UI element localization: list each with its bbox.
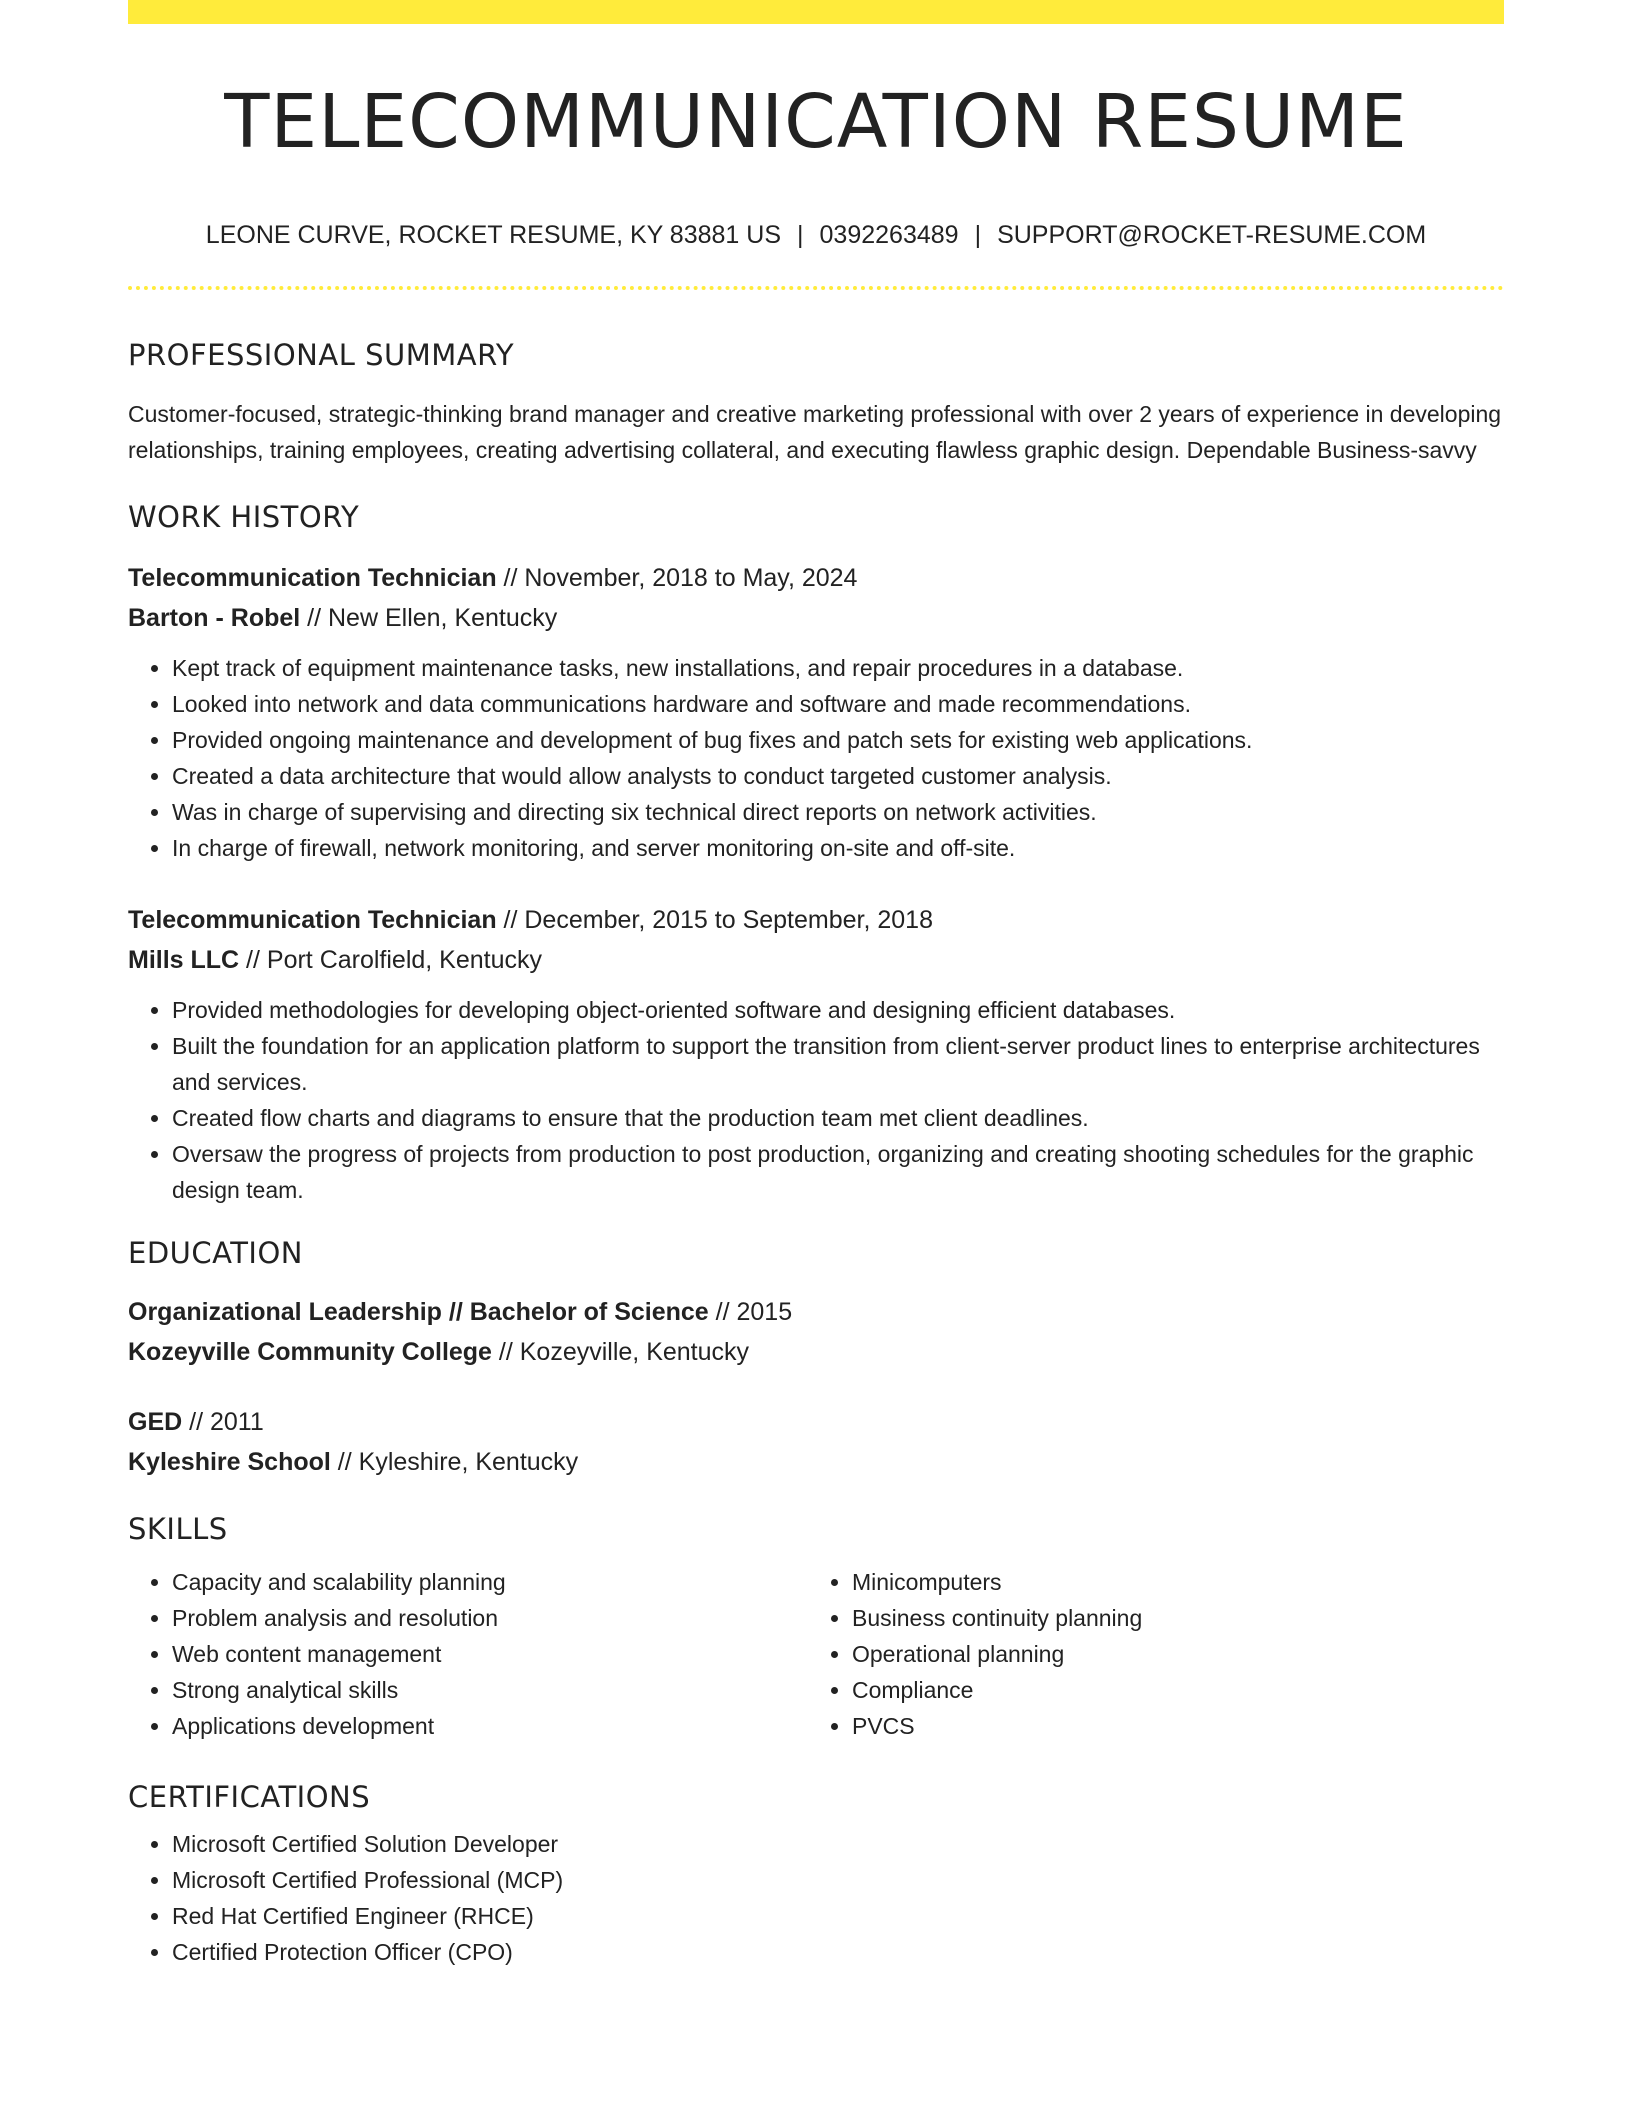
certification-item: • Microsoft Certified Solution Developer [172, 1826, 1504, 1862]
job-location: // Port Carolfield, Kentucky [239, 946, 543, 975]
skill-item: • Capacity and scalability planning [172, 1564, 808, 1600]
education-degree-line [128, 1292, 1504, 1332]
job-bullet: • In charge of firewall, network monitoring, and server monitoring on-site and off-site. [172, 830, 1504, 866]
skill-item: • Web content management [172, 1636, 808, 1672]
skill-item: • PVCS [852, 1708, 1488, 1744]
job-location: // New Ellen, Kentucky [300, 604, 558, 633]
job-dates: // December, 2015 to September, 2018 [496, 906, 933, 935]
job-bullet: • Provided ongoing maintenance and development of bug fixes and patch sets for existing web applications. [172, 722, 1504, 758]
job-title-line [128, 900, 1504, 940]
certifications-heading: CERTIFICATIONS [128, 1780, 371, 1815]
education-year: // 2011 [182, 1408, 264, 1437]
skill-item: • Strong analytical skills [172, 1672, 808, 1708]
education-year: // 2015 [708, 1298, 793, 1327]
job-title: Telecommunication Technician [128, 906, 497, 935]
education-degree: GED [128, 1408, 183, 1437]
contact-email: SUPPORT@ROCKET-RESUME.COM [997, 221, 1427, 250]
resume-page [128, 0, 1504, 1970]
job-dates: // November, 2018 to May, 2024 [496, 564, 858, 593]
skills-list-right [808, 1564, 1488, 1744]
contact-separator: | [797, 221, 804, 250]
job-company: Mills LLC [128, 946, 240, 975]
education-heading: EDUCATION [128, 1236, 304, 1271]
skill-item: • Problem analysis and resolution [172, 1600, 808, 1636]
contact-separator: | [974, 221, 982, 250]
education-entry [128, 1402, 1504, 1482]
job-bullet: • Provided methodologies for developing object-oriented software and designing efficient databases. [172, 992, 1504, 1028]
job-bullets [128, 992, 1504, 1208]
certification-item: • Red Hat Certified Engineer (RHCE) [172, 1898, 1504, 1934]
dotted-divider [128, 286, 1504, 290]
work-history-heading: WORK HISTORY [128, 500, 360, 535]
job-bullet: • Created flow charts and diagrams to ensure that the production team met client deadlines. [172, 1100, 1504, 1136]
job-company: Barton - Robel [128, 604, 301, 633]
certification-item: • Microsoft Certified Professional (MCP) [172, 1862, 1504, 1898]
job-bullet: • Oversaw the progress of projects from production to post production, organizing and creating shooting schedules for the graphic design team. [172, 1136, 1504, 1208]
certifications-list [128, 1826, 1504, 1970]
education-entry [128, 1292, 1504, 1372]
job-bullet: • Kept track of equipment maintenance tasks, new installations, and repair procedures in a database. [172, 650, 1504, 686]
accent-top-bar [128, 0, 1504, 24]
job-bullet: • Looked into network and data communications hardware and software and made recommendations. [172, 686, 1504, 722]
summary-text: Customer-focused, strategic-thinking brand manager and creative marketing professional with over 2 years of experience in developing relationships, training employees, creating advertising collateral, and executing flawless graphic design. Dependable Business-savvy [128, 401, 1502, 464]
job-bullet: • Built the foundation for an application platform to support the transition from client-server product lines to enterprise architectures and services. [172, 1028, 1504, 1100]
education-school: Kyleshire School [128, 1448, 331, 1477]
job-entry [128, 558, 1504, 866]
contact-line [128, 221, 1504, 250]
education-school-line [128, 1442, 1504, 1482]
skills-list-left [128, 1564, 808, 1744]
certification-item: • Certified Protection Officer (CPO) [172, 1934, 1504, 1970]
job-bullet: • Created a data architecture that would allow analysts to conduct targeted customer analysis. [172, 758, 1504, 794]
job-bullets [128, 650, 1504, 866]
skill-item: • Applications development [172, 1708, 808, 1744]
skill-item: • Minicomputers [852, 1564, 1488, 1600]
contact-phone: 0392263489 [819, 221, 959, 250]
education-location: // Kozeyville, Kentucky [491, 1338, 750, 1367]
skill-item: • Business continuity planning [852, 1600, 1488, 1636]
job-company-line [128, 598, 1504, 638]
skills-columns [128, 1564, 1504, 1744]
job-title-line [128, 558, 1504, 598]
job-entry [128, 900, 1504, 1208]
education-school-line [128, 1332, 1504, 1372]
education-degree-line [128, 1402, 1504, 1442]
job-title: Telecommunication Technician [128, 564, 497, 593]
summary-heading: PROFESSIONAL SUMMARY [128, 338, 515, 373]
job-bullet: • Was in charge of supervising and directing six technical direct reports on network activities. [172, 794, 1504, 830]
skill-item: • Operational planning [852, 1636, 1488, 1672]
education-degree: Organizational Leadership // Bachelor of Science [128, 1298, 709, 1327]
skills-heading: SKILLS [128, 1512, 228, 1547]
education-location: // Kyleshire, Kentucky [330, 1448, 579, 1477]
education-school: Kozeyville Community College [128, 1338, 492, 1367]
job-company-line [128, 940, 1504, 980]
skill-item: • Compliance [852, 1672, 1488, 1708]
contact-address: LEONE CURVE, ROCKET RESUME, KY 83881 US [205, 221, 782, 250]
resume-title: TELECOMMUNICATION RESUME [224, 79, 1408, 165]
